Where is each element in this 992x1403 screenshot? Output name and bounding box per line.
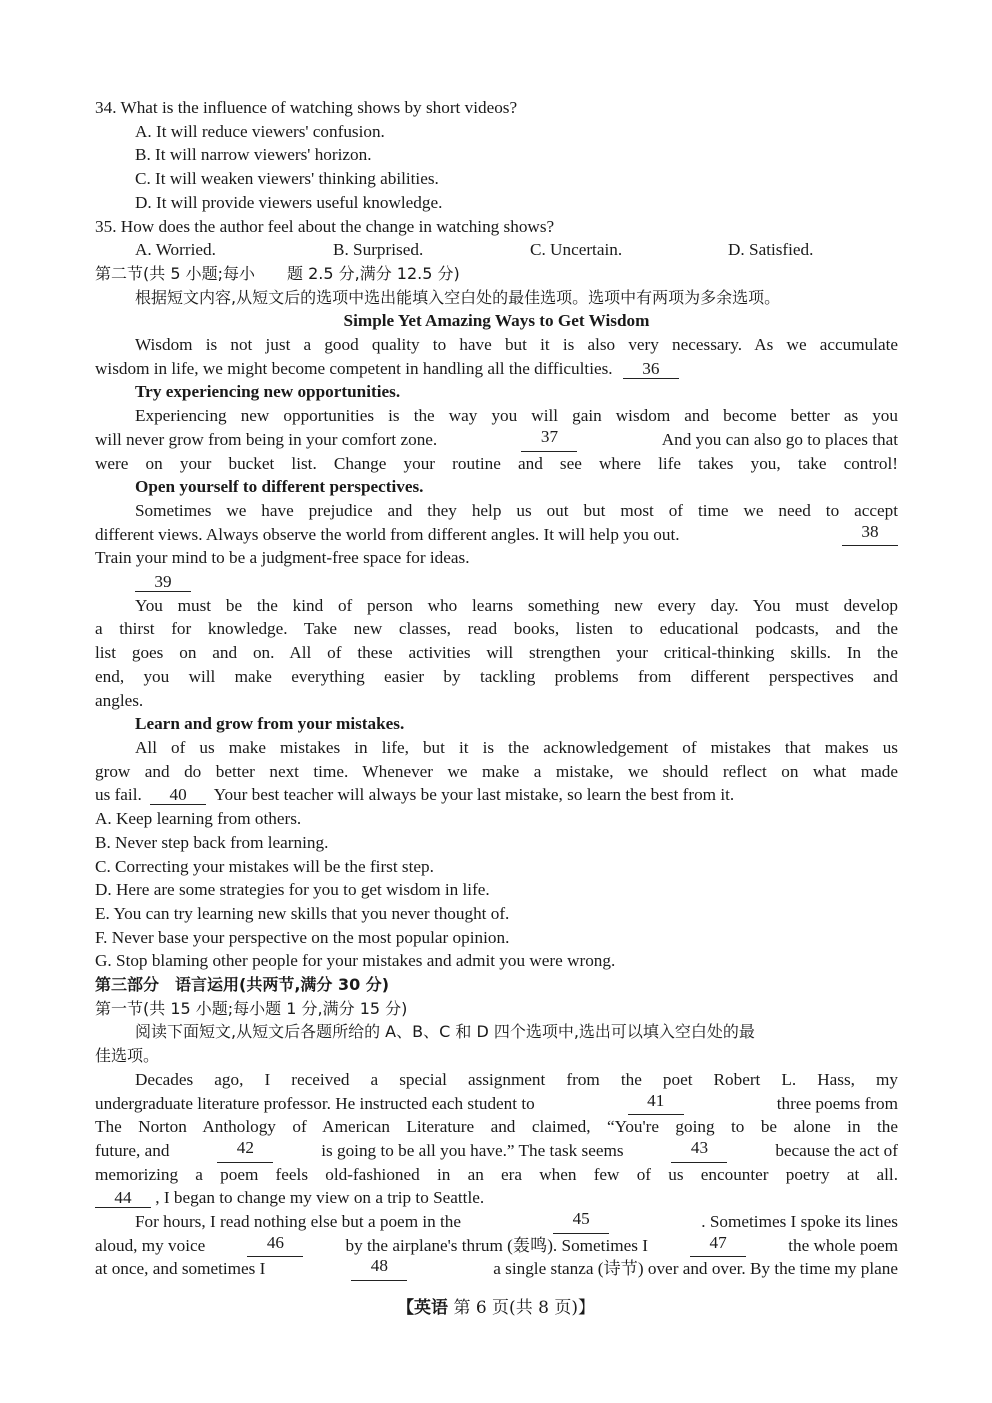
part3-instruction-line2: 佳选项。	[95, 1046, 160, 1066]
cloze-line4-mid: is going to be all you have.” The task seems	[321, 1140, 624, 1160]
para4-line4: end, you will make everything easier by tackling problems from different perspectives and	[95, 666, 898, 686]
blank-41: 41	[628, 1092, 684, 1116]
para5-text-post: Your best teacher will always be your last mistake, so learn the best from it.	[213, 785, 735, 805]
blank-47: 47	[690, 1234, 746, 1258]
cloze-line4-post: because the act of	[775, 1140, 898, 1160]
section2-heading: 第二节(共 5 小题;每小 题 2.5 分,满分 12.5 分)	[95, 263, 460, 283]
option-c: C. Correcting your mistakes will be the first step.	[95, 856, 434, 876]
para4-line2: a thirst for knowledge. Take new classes, read books, listen to educational podcasts, and the	[95, 619, 898, 639]
para5-text-pre: us fail.	[95, 785, 142, 805]
cloze-line1: Decades ago, I received a special assignment from the poet Robert L. Hass, my	[135, 1069, 898, 1089]
para2-line3: were on your bucket list. Change your routine and see where life takes you, take control!	[95, 453, 898, 473]
cloze-line8-mid: by the airplane's thrum (轰鸣). Sometimes I	[345, 1235, 648, 1255]
q34-option-b: B. It will narrow viewers' horizon.	[135, 145, 372, 165]
blank-40: 40	[150, 786, 206, 805]
blank-45: 45	[553, 1210, 609, 1234]
cloze-line3: The Norton Anthology of American Literature and claimed, “You're going to be alone in the	[95, 1117, 898, 1137]
option-b: B. Never step back from learning.	[95, 832, 329, 852]
cloze-line7	[95, 1210, 898, 1234]
para1-text: wisdom in life, we might become competent in handling all the difficulties.	[95, 358, 613, 378]
blank-48: 48	[351, 1257, 407, 1281]
para3-text: different views. Always observe the world from different angles. It will help you out.	[95, 524, 680, 544]
para5-line3	[95, 783, 898, 807]
cloze-line8	[95, 1234, 898, 1258]
para3-line2	[95, 523, 898, 547]
option-g: G. Stop blaming other people for your mistakes and admit you were wrong.	[95, 951, 616, 971]
part3-subheading: 第一节(共 15 小题;每小题 1 分,满分 15 分)	[95, 998, 408, 1018]
q34-option-c: C. It will weaken viewers' thinking abilities.	[135, 169, 439, 189]
q35-options	[95, 238, 898, 262]
q35-option-b: B. Surprised.	[333, 240, 424, 260]
blank-36: 36	[623, 360, 679, 379]
page-footer	[0, 1293, 992, 1318]
footer-subject: 【英语	[397, 1298, 449, 1318]
para3-line1: Sometimes we have prejudice and they help us out but most of time we need to accept	[135, 500, 898, 520]
part3-instruction-line1: 阅读下面短文,从短文后各题所给的 A、B、C 和 D 四个选项中,选出可以填入空白处的最	[135, 1022, 755, 1042]
cloze-line4-pre: future, and	[95, 1140, 170, 1160]
cloze-line8-post: the whole poem	[788, 1235, 898, 1255]
cloze-line7-post: . Sometimes I spoke its lines	[701, 1212, 898, 1232]
blank-38: 38	[842, 523, 898, 547]
blank-37: 37	[521, 428, 577, 452]
para2-text-post: And you can also go to places that	[661, 429, 898, 449]
option-e: E. You can try learning new skills that you never thought of.	[95, 903, 510, 923]
para2-text-pre: will never grow from being in your comfort zone.	[95, 429, 438, 449]
passage-title: Simple Yet Amazing Ways to Get Wisdom	[343, 311, 650, 331]
para4-line5: angles.	[95, 690, 144, 710]
cloze-line5: memorizing a poem feels old-fashioned in an era when few of us encounter poetry at all.	[95, 1164, 898, 1184]
option-f: F. Never base your perspective on the most popular opinion.	[95, 927, 510, 947]
q35-option-a: A. Worried.	[135, 240, 216, 260]
cloze-line9	[95, 1257, 898, 1281]
q34-option-d: D. It will provide viewers useful knowledge.	[135, 192, 443, 212]
para1-line2	[95, 357, 898, 381]
cloze-line8-pre: aloud, my voice	[95, 1235, 206, 1255]
blank-42: 42	[217, 1139, 273, 1163]
para2-line2	[95, 428, 898, 452]
para3-line3: Train your mind to be a judgment-free space for ideas.	[95, 548, 470, 568]
option-a: A. Keep learning from others.	[95, 809, 302, 829]
cloze-line6	[95, 1186, 898, 1210]
cloze-line6-post: , I began to change my view on a trip to Seattle.	[155, 1188, 485, 1208]
blank-46: 46	[247, 1234, 303, 1258]
footer-page-number: 第 6 页(共 8 页)】	[453, 1298, 595, 1318]
cloze-line2-pre: undergraduate literature professor. He instructed each student to	[95, 1093, 535, 1113]
para2-line1: Experiencing new opportunities is the way you will gain wisdom and become better as you	[135, 406, 898, 426]
option-d: D. Here are some strategies for you to get wisdom in life.	[95, 880, 490, 900]
q35-stem: 35. How does the author feel about the change in watching shows?	[95, 216, 555, 236]
subheading-mistakes: Learn and grow from your mistakes.	[135, 714, 405, 734]
para4-blank-line	[95, 570, 898, 594]
blank-44: 44	[95, 1189, 151, 1208]
q34-option-a: A. It will reduce viewers' confusion.	[135, 121, 385, 141]
cloze-line7-pre: For hours, I read nothing else but a poem in the	[135, 1212, 462, 1232]
para4-line3: list goes on and on. All of these activities will strengthen your critical-thinking skills. In the	[95, 643, 898, 663]
cloze-line2-post: three poems from	[776, 1093, 898, 1113]
cloze-line4	[95, 1139, 898, 1163]
q35-option-c: C. Uncertain.	[530, 240, 623, 260]
part3-heading: 第三部分 语言运用(共两节,满分 30 分)	[95, 975, 390, 995]
blank-43: 43	[671, 1139, 727, 1163]
subheading-opportunities: Try experiencing new opportunities.	[135, 382, 401, 402]
para4-line1: You must be the kind of person who learns something new every day. You must develop	[135, 595, 898, 615]
exam-page	[95, 96, 898, 1281]
blank-39: 39	[135, 573, 191, 592]
para5-line1: All of us make mistakes in life, but it is the acknowledgement of mistakes that makes us	[135, 737, 898, 757]
cloze-line9-pre: at once, and sometimes I	[95, 1259, 266, 1279]
para5-line2: grow and do better next time. Whenever we make a mistake, we should reflect on what made	[95, 761, 898, 781]
para1-line1: Wisdom is not just a good quality to have but it is also very necessary. As we accumulate	[135, 335, 898, 355]
q35-option-d: D. Satisfied.	[728, 240, 814, 260]
cloze-line9-post: a single stanza (诗节) over and over. By the time my plane	[493, 1259, 898, 1279]
q34-stem: 34. What is the influence of watching shows by short videos?	[95, 98, 518, 117]
cloze-line2	[95, 1092, 898, 1116]
subheading-perspectives: Open yourself to different perspectives.	[135, 477, 424, 497]
section2-instruction: 根据短文内容,从短文后的选项中选出能填入空白处的最佳选项。选项中有两项为多余选项。	[135, 287, 781, 307]
